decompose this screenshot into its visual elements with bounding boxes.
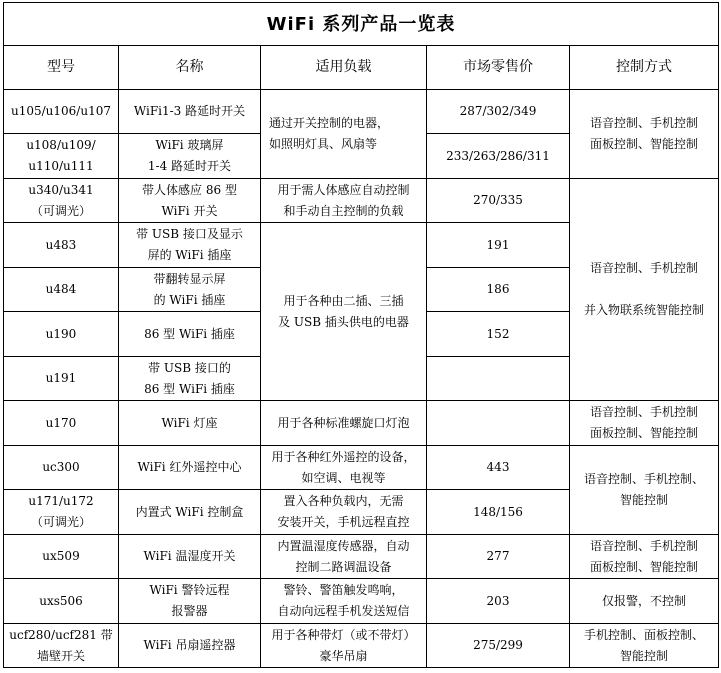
cell-control: 语音控制、手机控制、 智能控制 <box>570 446 719 535</box>
cell-name: WiFi 玻璃屏 1-4 路延时开关 <box>119 134 261 179</box>
cell-load: 用于各种标准螺旋口灯泡 <box>261 401 427 446</box>
cell-model: ucf280/ucf281 带 墙壁开关 <box>4 624 119 668</box>
cell-control: 语音控制、手机控制 并入物联系统智能控制 <box>570 179 719 401</box>
table-row <box>4 624 719 668</box>
cell-price: 275/299 <box>427 624 570 668</box>
cell-price: 186 <box>427 268 570 312</box>
cell-name: 带 USB 接口及显示 屏的 WiFi 插座 <box>119 223 261 268</box>
cell-model: u190 <box>4 312 119 357</box>
cell-model: uc300 <box>4 446 119 490</box>
cell-price: 191 <box>427 223 570 268</box>
cell-control: 语音控制、手机控制 面板控制、智能控制 <box>570 90 719 179</box>
cell-name: WiFi 灯座 <box>119 401 261 446</box>
cell-name: 带人体感应 86 型 WiFi 开关 <box>119 179 261 223</box>
cell-name: 86 型 WiFi 插座 <box>119 312 261 357</box>
cell-name: WiFi1-3 路延时开关 <box>119 90 261 134</box>
table-row <box>4 579 719 624</box>
header-model: 型号 <box>4 46 119 90</box>
header-price: 市场零售价 <box>427 46 570 90</box>
table-row <box>4 179 719 223</box>
cell-model: u171/u172 （可调光） <box>4 490 119 535</box>
header-load: 适用负载 <box>261 46 427 90</box>
cell-price <box>427 357 570 401</box>
table-row <box>4 90 719 134</box>
cell-control: 仅报警，不控制 <box>570 579 719 624</box>
cell-model: uxs506 <box>4 579 119 624</box>
cell-name: WiFi 红外遥控中心 <box>119 446 261 490</box>
cell-model: u483 <box>4 223 119 268</box>
cell-model: ux509 <box>4 535 119 579</box>
cell-price: 443 <box>427 446 570 490</box>
cell-name: WiFi 吊扇遥控器 <box>119 624 261 668</box>
cell-price: 152 <box>427 312 570 357</box>
product-table <box>3 2 719 668</box>
cell-control: 语音控制、手机控制 面板控制、智能控制 <box>570 535 719 579</box>
table-title: WiFi 系列产品一览表 <box>4 3 719 46</box>
cell-price: 203 <box>427 579 570 624</box>
cell-load: 内置温湿度传感器，自动 控制二路调温设备 <box>261 535 427 579</box>
cell-load: 用于各种红外遥控的设备， 如空调、电视等 <box>261 446 427 490</box>
table-row <box>4 401 719 446</box>
cell-name: WiFi 温湿度开关 <box>119 535 261 579</box>
cell-control: 语音控制、手机控制 面板控制、智能控制 <box>570 401 719 446</box>
cell-model: u108/u109/ u110/u111 <box>4 134 119 179</box>
cell-load: 用于各种带灯（或不带灯） 豪华吊扇 <box>261 624 427 668</box>
cell-price: 233/263/286/311 <box>427 134 570 179</box>
cell-model: u191 <box>4 357 119 401</box>
cell-load: 用于各种由二插、三插 及 USB 插头供电的电器 <box>261 223 427 401</box>
cell-price: 148/156 <box>427 490 570 535</box>
cell-control: 手机控制、面板控制、 智能控制 <box>570 624 719 668</box>
cell-load: 警铃、警笛触发鸣响， 自动向远程手机发送短信 <box>261 579 427 624</box>
cell-name: 带翻转显示屏 的 WiFi 插座 <box>119 268 261 312</box>
cell-model: u105/u106/u107 <box>4 90 119 134</box>
cell-price: 270/335 <box>427 179 570 223</box>
cell-load: 用于需人体感应自动控制 和手动自主控制的负载 <box>261 179 427 223</box>
cell-model: u340/u341 （可调光） <box>4 179 119 223</box>
cell-price: 287/302/349 <box>427 90 570 134</box>
cell-load: 置入各种负载内，无需 安装开关，手机远程直控 <box>261 490 427 535</box>
cell-load: 通过开关控制的电器， 如照明灯具、风扇等 <box>261 90 427 179</box>
cell-name: 内置式 WiFi 控制盒 <box>119 490 261 535</box>
cell-model: u484 <box>4 268 119 312</box>
cell-price: 277 <box>427 535 570 579</box>
header-control: 控制方式 <box>570 46 719 90</box>
table-row <box>4 446 719 490</box>
header-name: 名称 <box>119 46 261 90</box>
cell-price <box>427 401 570 446</box>
cell-name: 带 USB 接口的 86 型 WiFi 插座 <box>119 357 261 401</box>
cell-model: u170 <box>4 401 119 446</box>
cell-name: WiFi 警铃远程 报警器 <box>119 579 261 624</box>
table-row <box>4 535 719 579</box>
